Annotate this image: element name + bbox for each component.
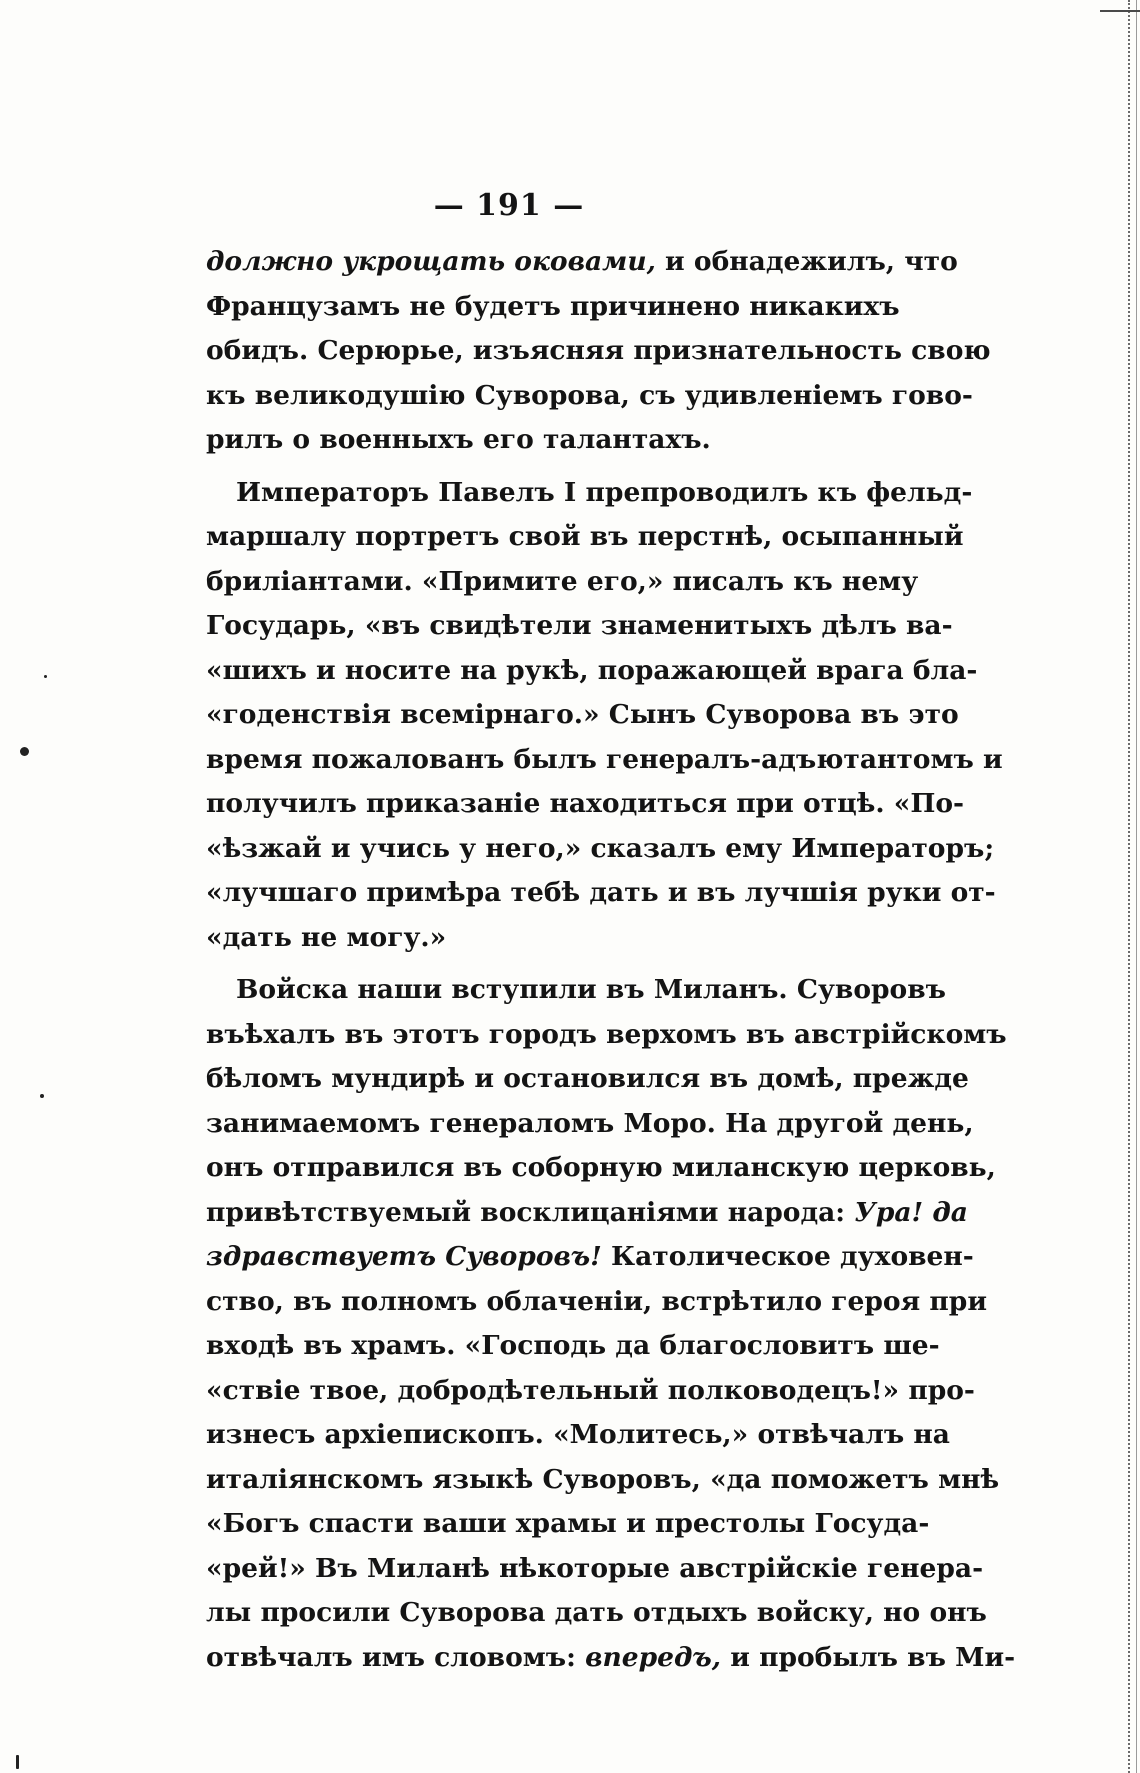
scan-speck	[16, 1755, 19, 1769]
text-line	[206, 1102, 974, 1147]
text-line	[206, 1324, 940, 1369]
scan-edge-mark	[1100, 10, 1140, 12]
text-line	[206, 240, 958, 285]
text-line	[206, 471, 973, 516]
text-line	[206, 1413, 950, 1458]
text-line	[206, 649, 978, 694]
page-number: — 191 —	[433, 188, 585, 223]
text-line	[206, 782, 965, 827]
italic-text: здравствуетъ Суворовъ!	[206, 1241, 602, 1272]
text-run: онъ отправился въ соборную миланскую церковь,	[206, 1152, 996, 1183]
text-run: лы просили Суворова дать отдыхъ войску, но онъ	[206, 1597, 987, 1628]
scan-edge-line	[1136, 0, 1137, 1773]
text-line	[206, 1369, 975, 1414]
text-line	[206, 560, 919, 605]
text-run: къ великодушію Суворова, съ удивленіемъ гово-	[206, 379, 973, 411]
text-run: ство, въ полномъ облаченіи, встрѣтило героя при	[206, 1285, 987, 1317]
text-run: маршалу портретъ свой въ перстнѣ, осыпанный	[206, 521, 964, 552]
text-line	[206, 1013, 1007, 1058]
text-run: бѣломъ мундирѣ и остановился въ домѣ, прежде	[206, 1063, 969, 1094]
text-line	[206, 1591, 987, 1636]
text-line	[206, 418, 888, 463]
text-line	[206, 515, 964, 560]
scan-edge-dotted	[1128, 0, 1130, 1773]
text-run: «дать не могу.»	[206, 921, 447, 953]
text-run: «шихъ и носите на рукѣ, поражающей врага бла-	[206, 654, 978, 686]
text-run: и обнадежилъ, что	[655, 246, 958, 277]
text-line	[206, 1146, 996, 1191]
text-line	[206, 1502, 930, 1547]
text-run: получилъ приказаніе находиться при отцѣ. «По-	[206, 788, 965, 819]
text-run: «Богъ спасти ваши храмы и престолы Госуда-	[206, 1508, 930, 1539]
paragraph	[206, 968, 1016, 1680]
text-run: въѣхалъ въ этотъ городъ верхомъ въ австрійскомъ	[206, 1018, 1007, 1050]
paragraph	[206, 240, 991, 463]
text-line	[206, 374, 973, 419]
scan-speck	[20, 747, 29, 756]
text-line	[206, 1235, 974, 1280]
text-line	[206, 827, 995, 872]
text-run: Французамъ не будетъ причинено никакихъ	[206, 290, 900, 322]
text-line	[206, 1458, 1000, 1503]
text-line	[206, 916, 888, 961]
text-run: и пробылъ въ Ми-	[720, 1641, 1016, 1673]
italic-text: Ура! да	[854, 1196, 968, 1228]
text-run: обидъ. Серюрье, изъясняя признательность свою	[206, 335, 991, 366]
text-run: «ѣзжай и учись у него,» сказалъ ему Императоръ;	[206, 832, 995, 864]
text-run: «ствіе твое, добродѣтельный полководецъ!» про-	[206, 1374, 975, 1406]
text-run: рилъ о военныхъ его талантахъ.	[206, 424, 711, 455]
text-run: Императоръ Павелъ I препроводилъ къ фельд-	[236, 476, 973, 508]
text-run: привѣтствуемый восклицаніями народа:	[206, 1196, 855, 1228]
text-line	[206, 1547, 984, 1592]
text-run: занимаемомъ генераломъ Моро. На другой день,	[206, 1107, 974, 1139]
body-text	[206, 240, 1016, 1680]
text-line	[206, 1057, 969, 1102]
text-line	[206, 285, 900, 330]
text-line	[206, 871, 996, 916]
text-run: «рей!» Въ Миланѣ нѣкоторые австрійскіе генера-	[206, 1552, 984, 1584]
text-run: «лучшаго примѣра тебѣ дать и въ лучшія руки от-	[206, 877, 996, 908]
scan-speck	[40, 1094, 44, 1098]
text-run: изнесъ архіепископъ. «Молитесь,» отвѣчалъ на	[206, 1419, 950, 1450]
paragraph	[206, 471, 1003, 961]
text-line	[206, 693, 959, 738]
text-run: отвѣчалъ имъ словомъ:	[206, 1641, 586, 1673]
text-line	[206, 329, 991, 374]
scan-speck	[44, 675, 47, 678]
text-run: Войска наши вступили въ Миланъ. Суворовъ	[236, 974, 946, 1005]
text-line	[206, 738, 1003, 783]
text-line	[206, 968, 946, 1013]
italic-text: должно укрощать оковами,	[206, 246, 656, 277]
text-run: «годенствія всемірнаго.» Сынъ Суворова въ это	[206, 699, 959, 730]
text-run: Государь, «въ свидѣтели знаменитыхъ дѣлъ ва-	[206, 610, 953, 641]
text-line	[206, 604, 953, 649]
text-run: бриліантами. «Примите его,» писалъ къ нему	[206, 565, 919, 597]
text-run: время пожалованъ былъ генералъ-адъютантомъ и	[206, 743, 1003, 775]
text-run: Католическое духовен-	[601, 1241, 974, 1272]
text-line	[206, 1191, 968, 1236]
text-run: италіянскомъ языкѣ Суворовъ, «да поможетъ мнѣ	[206, 1463, 1000, 1495]
text-line	[206, 1280, 987, 1325]
text-run: входѣ въ храмъ. «Господь да благословитъ ше-	[206, 1330, 940, 1361]
italic-text: впередъ,	[585, 1641, 721, 1673]
text-line	[206, 1636, 1016, 1681]
